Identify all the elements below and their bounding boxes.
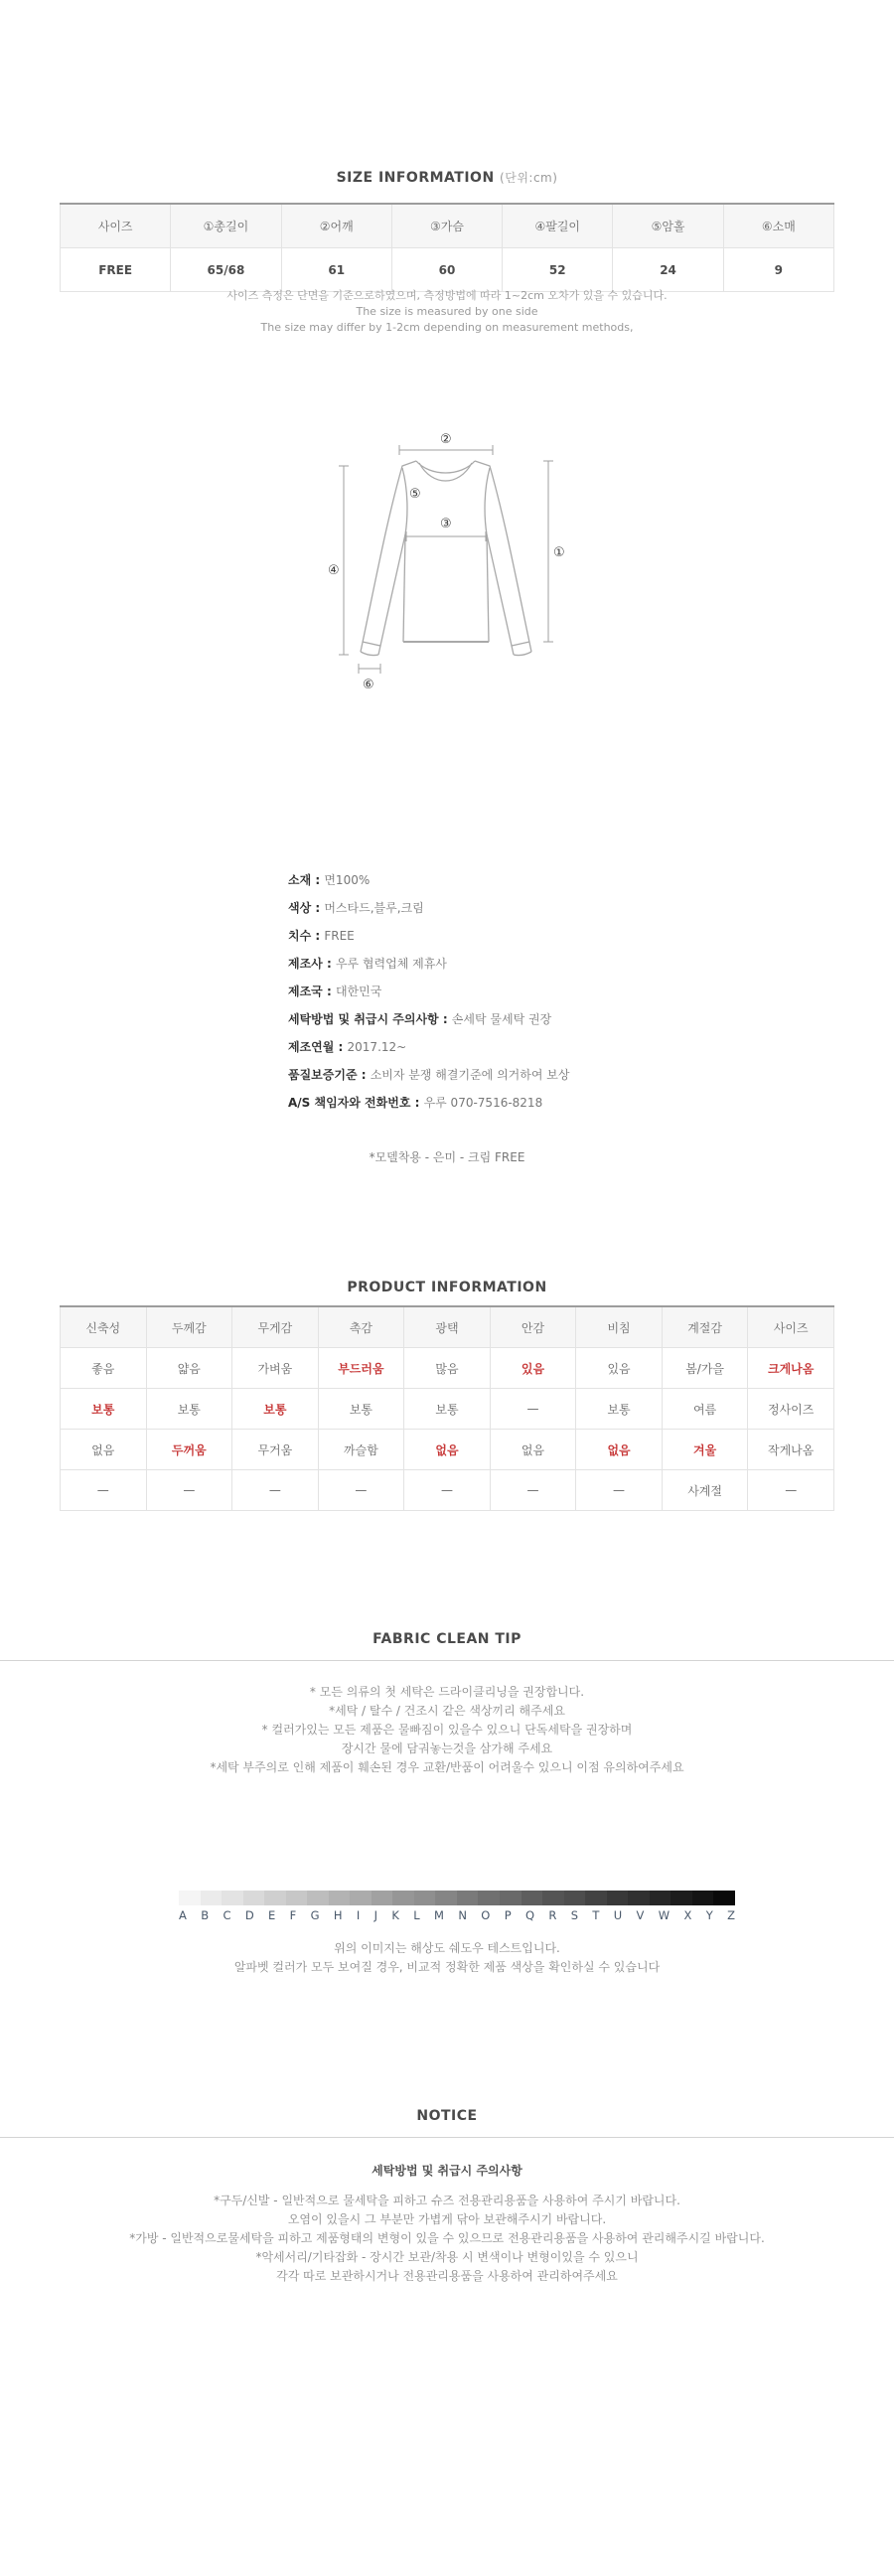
gradient-step xyxy=(179,1891,201,1905)
caption-line: 사이즈 측정은 단면을 기준으로하였으며, 측정방법에 따라 1~2cm 오차가 있을 수 있습니다. xyxy=(226,289,668,302)
collar-inner-line xyxy=(419,463,472,481)
table-cell: 보통 xyxy=(61,1389,147,1430)
size-info-title xyxy=(0,169,894,186)
table-cell: — xyxy=(748,1470,834,1511)
alphabet-letter: B xyxy=(201,1908,210,1922)
size-info-unit: (단위:cm) xyxy=(500,171,558,185)
alphabet-letter: K xyxy=(391,1908,399,1922)
table-cell: 작게나옴 xyxy=(748,1430,834,1470)
table-cell: 무거움 xyxy=(232,1430,319,1470)
table-cell: — xyxy=(490,1389,576,1430)
table-cell: 보통 xyxy=(576,1389,663,1430)
gradient-step xyxy=(201,1891,223,1905)
alphabet-letter: U xyxy=(613,1908,623,1922)
table-cell: 없음 xyxy=(61,1430,147,1470)
table-cell: 까슬함 xyxy=(318,1430,404,1470)
shadow-gradient-bar xyxy=(179,1891,735,1905)
right-cuff-line xyxy=(512,642,529,646)
measure-marker-5: ⑤ xyxy=(409,487,421,502)
size-info-title-text: SIZE INFORMATION xyxy=(336,170,495,186)
table-header-cell: 안감 xyxy=(490,1306,576,1348)
notice-line: *악세서리/기타잡화 - 장시간 보관/착용 시 변색이나 변형이있을 수 있으니 xyxy=(255,2250,639,2264)
product-info-title: PRODUCT INFORMATION xyxy=(347,1280,547,1295)
detail-item xyxy=(288,922,569,950)
detail-item xyxy=(288,950,569,978)
alphabet-letter: Z xyxy=(727,1908,735,1922)
right-sleeve-outer xyxy=(475,461,531,652)
table-cell: 있음 xyxy=(490,1348,576,1389)
gradient-step xyxy=(435,1891,457,1905)
length-measure-line xyxy=(543,461,553,642)
detail-label: 색상 : xyxy=(288,901,325,915)
alphabet-letter: N xyxy=(458,1908,467,1922)
alphabet-letter: H xyxy=(333,1908,343,1922)
detail-value: FREE xyxy=(324,929,355,943)
table-cell: — xyxy=(61,1470,147,1511)
right-sleeve-inner xyxy=(487,534,514,655)
table-row xyxy=(61,248,834,292)
measure-marker-1: ① xyxy=(553,545,565,560)
tip-line: *세탁 부주의로 인해 제품이 훼손된 경우 교환/반품이 어려울수 있으니 이점 유의하여주세요 xyxy=(210,1760,684,1774)
fabric-tip-title: FABRIC CLEAN TIP xyxy=(372,1631,522,1647)
table-cell: 보통 xyxy=(232,1389,319,1430)
table-cell: 가벼움 xyxy=(232,1348,319,1389)
table-cell: 좋음 xyxy=(61,1348,147,1389)
fabric-tip-divider xyxy=(0,1660,894,1661)
gradient-step xyxy=(713,1891,735,1905)
table-cell: 52 xyxy=(503,248,613,292)
alphabet-letter: R xyxy=(548,1908,557,1922)
gradient-step xyxy=(564,1891,586,1905)
alphabet-letter: T xyxy=(592,1908,600,1922)
table-row xyxy=(61,1430,834,1470)
table-header-cell: 두께감 xyxy=(146,1306,232,1348)
gradient-step xyxy=(500,1891,522,1905)
caption-line: The size is measured by one side xyxy=(356,305,538,318)
left-armhole-curve xyxy=(402,468,407,534)
detail-label: 품질보증기준 : xyxy=(288,1068,371,1082)
tip-line: * 컬러가있는 모든 제품은 물빠짐이 있을수 있으니 단독세탁을 권장하며 xyxy=(261,1723,633,1737)
alphabet-row xyxy=(179,1908,735,1922)
table-cell: 보통 xyxy=(146,1389,232,1430)
gradient-step xyxy=(628,1891,650,1905)
notice-subtitle: 세탁방법 및 취급시 주의사항 xyxy=(372,2164,522,2178)
table-header-cell: 계절감 xyxy=(662,1306,748,1348)
shadow-caption-line: 알파벳 컬러가 모두 보여질 경우, 비교적 정확한 제품 색상을 확인하실 수 있습니다 xyxy=(233,1960,661,1974)
left-cuff-bottom xyxy=(361,652,378,656)
table-cell: 61 xyxy=(281,248,391,292)
table-cell: 없음 xyxy=(576,1430,663,1470)
detail-item xyxy=(288,894,569,922)
gradient-step xyxy=(392,1891,414,1905)
table-cell: 65/68 xyxy=(171,248,281,292)
alphabet-letter: E xyxy=(268,1908,276,1922)
tip-line: *세탁 / 탈수 / 건조시 같은 색상끼리 해주세요 xyxy=(329,1704,565,1718)
cuff-measure-line xyxy=(359,664,380,674)
table-cell: 크게나옴 xyxy=(748,1348,834,1389)
table-cell: 겨울 xyxy=(662,1430,748,1470)
alphabet-letter: P xyxy=(504,1908,512,1922)
table-cell: 없음 xyxy=(490,1430,576,1470)
size-caption-block xyxy=(0,288,894,336)
table-cell: 있음 xyxy=(576,1348,663,1389)
table-cell: — xyxy=(318,1470,404,1511)
caption-line: The size may differ by 1-2cm depending on measurement methods, xyxy=(260,321,634,334)
detail-label: 치수 : xyxy=(288,929,325,943)
alphabet-letter: Y xyxy=(705,1908,713,1922)
measure-marker-2: ② xyxy=(440,432,452,447)
gradient-step xyxy=(372,1891,393,1905)
detail-item xyxy=(288,978,569,1005)
gradient-step xyxy=(350,1891,372,1905)
table-header-cell: 촉감 xyxy=(318,1306,404,1348)
sleeve-measure-line xyxy=(339,466,349,655)
shadow-caption-line: 위의 이미지는 해상도 쉐도우 테스트입니다. xyxy=(334,1941,560,1955)
table-cell: — xyxy=(146,1470,232,1511)
gradient-step xyxy=(650,1891,671,1905)
table-cell: 사계절 xyxy=(662,1470,748,1511)
detail-value: 손세탁 물세탁 권장 xyxy=(451,1012,552,1026)
tip-line: 장시간 물에 담궈놓는것을 삼가해 주세요 xyxy=(341,1742,553,1755)
detail-item xyxy=(288,1005,569,1033)
alphabet-letter: L xyxy=(413,1908,420,1922)
table-cell: 24 xyxy=(613,248,723,292)
table-cell: 많음 xyxy=(404,1348,491,1389)
table-header-cell: 사이즈 xyxy=(61,204,171,248)
table-cell: 9 xyxy=(723,248,833,292)
body-right-line xyxy=(487,534,489,642)
alphabet-letter: W xyxy=(658,1908,670,1922)
detail-value: 대한민국 xyxy=(335,985,382,998)
gradient-step xyxy=(414,1891,436,1905)
body-left-line xyxy=(403,534,405,642)
left-sleeve-outer xyxy=(361,461,416,652)
detail-value: 2017.12~ xyxy=(347,1040,407,1054)
detail-label: 제조연월 : xyxy=(288,1040,348,1054)
notice-lines xyxy=(0,2192,894,2286)
gradient-step xyxy=(329,1891,351,1905)
table-row xyxy=(61,1389,834,1430)
table-cell: 보통 xyxy=(318,1389,404,1430)
table-cell: 봄/가을 xyxy=(662,1348,748,1389)
table-header-cell: ⑥소매 xyxy=(723,204,833,248)
measure-marker-4: ④ xyxy=(328,563,340,578)
gradient-step xyxy=(478,1891,500,1905)
table-header-row xyxy=(61,204,834,248)
table-header-cell: ⑤암홀 xyxy=(613,204,723,248)
table-header-cell: ④팔길이 xyxy=(503,204,613,248)
tip-line: * 모든 의류의 첫 세탁은 드라이클리닝을 권장합니다. xyxy=(309,1685,585,1699)
model-note: *모델착용 - 은미 - 크림 FREE xyxy=(369,1150,525,1164)
alphabet-letter: V xyxy=(636,1908,645,1922)
table-header-cell: ②어깨 xyxy=(281,204,391,248)
table-header-cell: 광택 xyxy=(404,1306,491,1348)
gradient-step xyxy=(243,1891,265,1905)
detail-value: 우루 070-7516-8218 xyxy=(423,1096,543,1110)
notice-divider xyxy=(0,2137,894,2138)
chest-measure-line xyxy=(406,531,486,541)
alphabet-letter: S xyxy=(570,1908,579,1922)
detail-item xyxy=(288,1061,569,1089)
table-header-cell: 무게감 xyxy=(232,1306,319,1348)
gradient-step xyxy=(222,1891,243,1905)
alphabet-letter: M xyxy=(434,1908,444,1922)
detail-value: 소비자 분쟁 해결기준에 의거하여 보상 xyxy=(370,1068,570,1082)
alphabet-letter: O xyxy=(481,1908,491,1922)
alphabet-letter: D xyxy=(244,1908,254,1922)
table-cell: 얇음 xyxy=(146,1348,232,1389)
detail-label: A/S 책임자와 전화번호 : xyxy=(288,1096,424,1110)
measure-marker-3: ③ xyxy=(440,517,452,531)
table-cell: — xyxy=(490,1470,576,1511)
right-cuff-bottom xyxy=(514,652,531,656)
gradient-step xyxy=(692,1891,714,1905)
alphabet-letter: A xyxy=(179,1908,187,1922)
notice-line: *가방 - 일반적으로물세탁을 피하고 제품형태의 변형이 있을 수 있으므로 전용관리용품을 사용하여 관리해주시길 바랍니다. xyxy=(129,2231,765,2245)
product-details-list xyxy=(288,866,569,1117)
detail-item xyxy=(288,1033,569,1061)
table-header-cell: 신축성 xyxy=(61,1306,147,1348)
detail-value: 우루 협력업체 제휴사 xyxy=(335,957,447,971)
alphabet-letter: G xyxy=(310,1908,320,1922)
detail-label: 제조사 : xyxy=(288,957,336,971)
right-armhole-curve xyxy=(485,468,490,534)
measure-marker-6: ⑥ xyxy=(363,678,374,692)
table-header-cell: 사이즈 xyxy=(748,1306,834,1348)
gradient-step xyxy=(522,1891,543,1905)
gradient-step xyxy=(542,1891,564,1905)
alphabet-letter: C xyxy=(223,1908,231,1922)
alphabet-letter: F xyxy=(289,1908,297,1922)
table-cell: — xyxy=(232,1470,319,1511)
table-cell: 60 xyxy=(391,248,502,292)
table-cell: 정사이즈 xyxy=(748,1389,834,1430)
alphabet-letter: Q xyxy=(524,1908,535,1922)
table-header-row xyxy=(61,1306,834,1348)
gradient-step xyxy=(307,1891,329,1905)
detail-label: 소재 : xyxy=(288,873,325,887)
alphabet-letter: J xyxy=(373,1908,378,1922)
gradient-step xyxy=(585,1891,607,1905)
notice-line: 오염이 있을시 그 부분만 가볍게 닦아 보관해주시기 바랍니다. xyxy=(287,2212,607,2226)
shadow-captions xyxy=(0,1939,894,1977)
notice-title: NOTICE xyxy=(416,2108,478,2124)
gradient-step xyxy=(286,1891,308,1905)
gradient-step xyxy=(457,1891,479,1905)
table-cell: 여름 xyxy=(662,1389,748,1430)
table-cell: 부드러움 xyxy=(318,1348,404,1389)
size-table xyxy=(60,203,834,292)
table-row xyxy=(61,1348,834,1389)
product-info-table xyxy=(60,1305,834,1511)
table-header-cell: ③가슴 xyxy=(391,204,502,248)
table-cell: FREE xyxy=(61,248,171,292)
notice-line: *구두/신발 - 일반적으로 물세탁을 피하고 슈즈 전용관리용품을 사용하여 주시기 바랍니다. xyxy=(214,2194,680,2207)
notice-line: 각각 따로 보관하시거나 전용관리용품을 사용하여 관리하여주세요 xyxy=(276,2269,618,2283)
gradient-step xyxy=(670,1891,692,1905)
left-sleeve-inner xyxy=(378,534,405,655)
table-row xyxy=(61,1470,834,1511)
detail-value: 머스타드,블루,크림 xyxy=(324,901,424,915)
table-cell: 없음 xyxy=(404,1430,491,1470)
alphabet-letter: X xyxy=(683,1908,692,1922)
table-cell: — xyxy=(404,1470,491,1511)
detail-value: 면100% xyxy=(324,873,371,887)
detail-label: 제조국 : xyxy=(288,985,336,998)
detail-item xyxy=(288,1089,569,1117)
gradient-step xyxy=(607,1891,629,1905)
table-cell: 두꺼움 xyxy=(146,1430,232,1470)
table-header-cell: 비침 xyxy=(576,1306,663,1348)
table-cell: — xyxy=(576,1470,663,1511)
detail-item xyxy=(288,866,569,894)
table-header-cell: ①총길이 xyxy=(171,204,281,248)
table-cell: 보통 xyxy=(404,1389,491,1430)
fabric-tip-lines xyxy=(0,1683,894,1777)
garment-diagram xyxy=(326,430,568,700)
detail-label: 세탁방법 및 취급시 주의사항 : xyxy=(288,1012,452,1026)
gradient-step xyxy=(264,1891,286,1905)
left-cuff-line xyxy=(363,642,380,646)
alphabet-letter: I xyxy=(356,1908,361,1922)
